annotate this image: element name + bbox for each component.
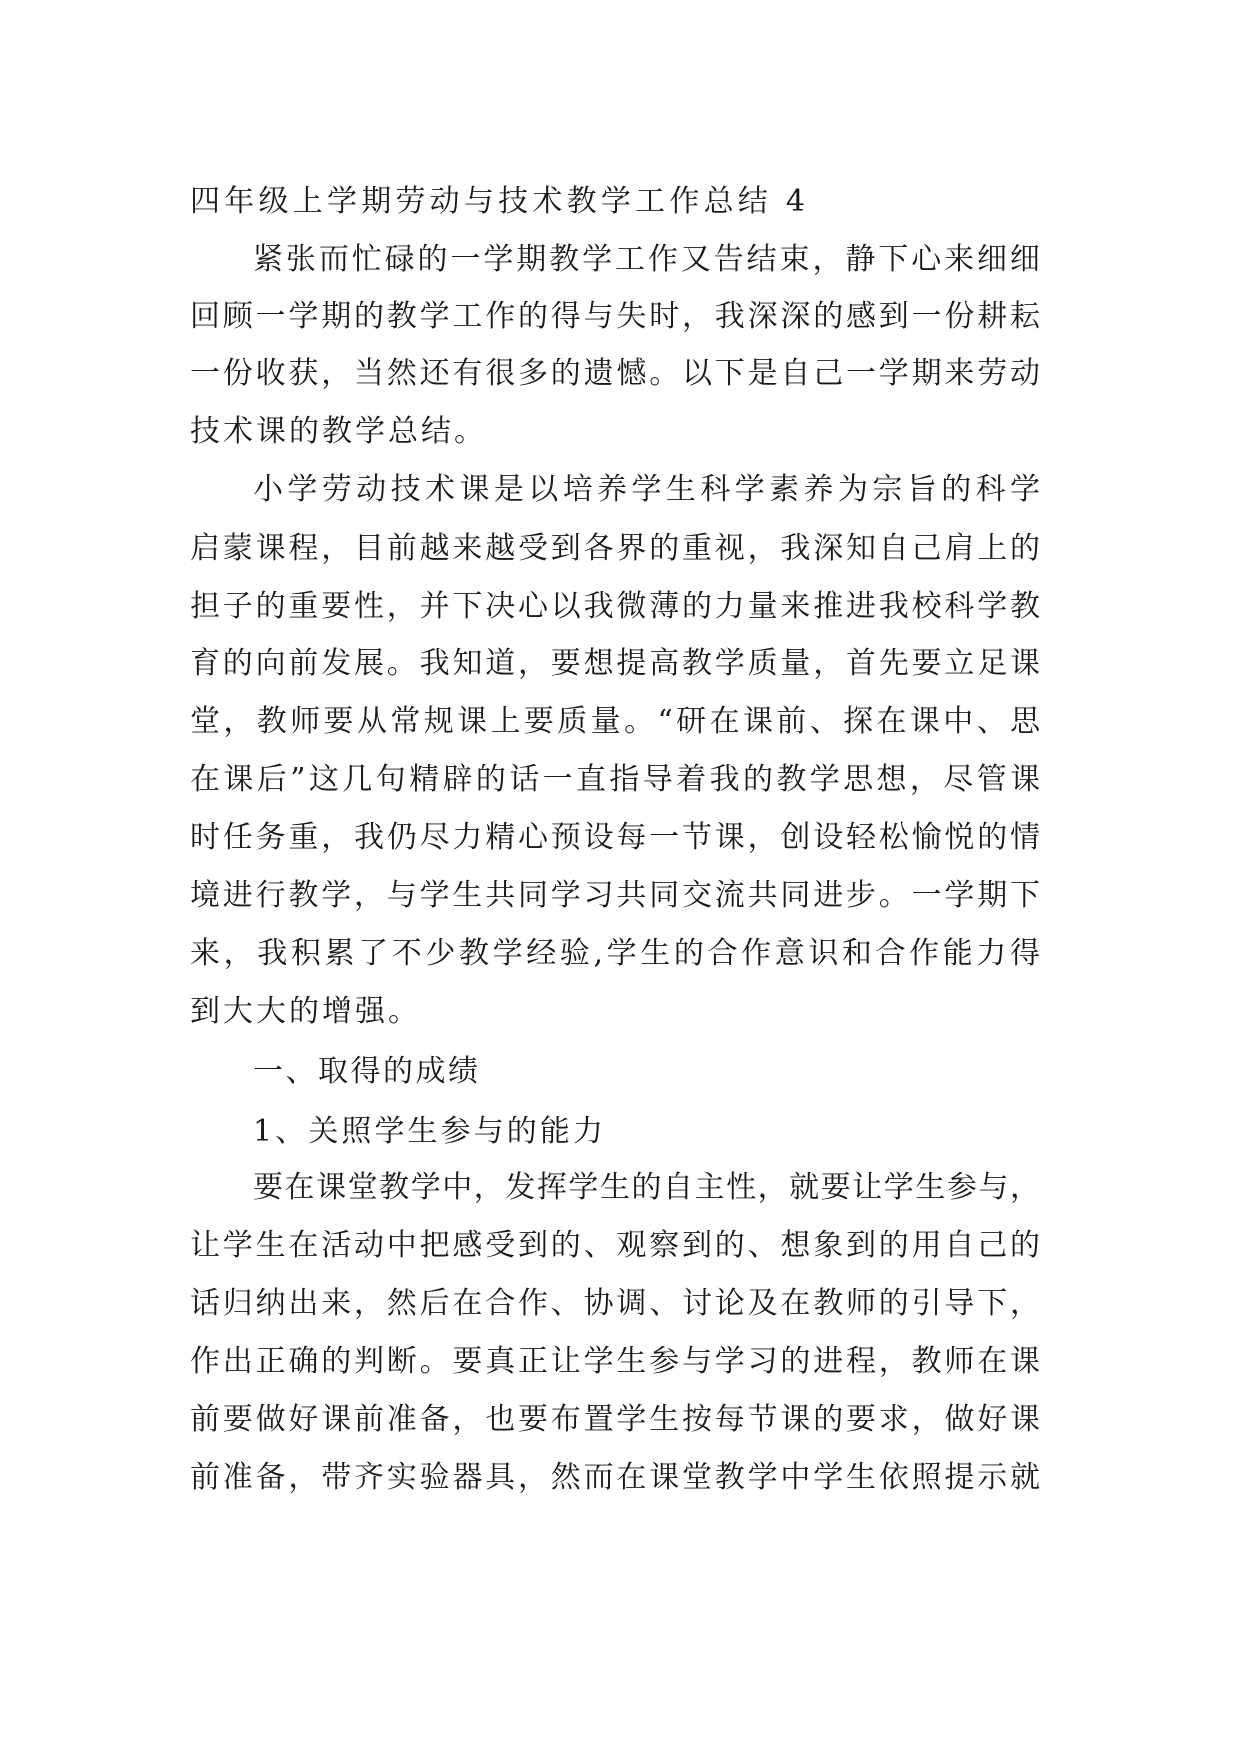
paragraph-1-line-2: 回顾一学期的教学工作的得与失时，我深深的感到一份耕耘 xyxy=(190,299,1043,334)
paragraph-2-line-4: 育的向前发展。我知道，要想提高教学质量，首先要立足课 xyxy=(190,646,1043,681)
paragraph-3-line-6: 前准备，带齐实验器具，然而在课堂教学中学生依照提示就 xyxy=(190,1460,1043,1495)
paragraph-2-line-2: 启蒙课程，目前越来越受到各界的重视，我深知自己肩上的 xyxy=(190,531,1043,566)
section-heading: 一、取得的成绩 xyxy=(253,1054,481,1089)
paragraph-2-line-3: 担子的重要性，并下决心以我微薄的力量来推进我校科学教 xyxy=(190,589,1043,624)
paragraph-3-line-5: 前要做好课前准备，也要布置学生按每节课的要求，做好课 xyxy=(190,1402,1043,1437)
paragraph-3-line-4: 作出正确的判断。要真正让学生参与学习的进程，教师在课 xyxy=(190,1344,1043,1379)
document-title: 四年级上学期劳动与技术教学工作总结 4 xyxy=(190,184,810,219)
paragraph-1-line-3: 一份收获，当然还有很多的遗憾。以下是自己一学期来劳动 xyxy=(190,356,1043,391)
paragraph-2-line-9: 来，我积累了不少教学经验,学生的合作意识和合作能力得 xyxy=(190,936,1044,971)
paragraph-3-line-3: 话归纳出来，然后在合作、协调、讨论及在教师的引导下， xyxy=(190,1286,1043,1321)
paragraph-2-line-8: 境进行教学，与学生共同学习共同交流共同进步。一学期下 xyxy=(190,878,1043,913)
paragraph-3-line-2: 让学生在活动中把感受到的、观察到的、想象到的用自己的 xyxy=(190,1228,1043,1263)
paragraph-1-line-4: 技术课的教学总结。 xyxy=(190,414,487,449)
paragraph-2-line-7: 时任务重，我仍尽力精心预设每一节课，创设轻松愉悦的情 xyxy=(190,820,1043,855)
paragraph-2-line-1: 小学劳动技术课是以培养学生科学素养为宗旨的科学 xyxy=(253,472,1045,507)
paragraph-2-line-5: 堂，教师要从常规课上要质量。“研在课前、探在课中、思 xyxy=(190,704,1044,739)
subsection-heading: 1、关照学生参与的能力 xyxy=(253,1114,607,1149)
paragraph-2-line-10: 到大大的增强。 xyxy=(190,994,421,1029)
paragraph-1-line-1: 紧张而忙碌的一学期教学工作又告结束，静下心来细细 xyxy=(253,242,1043,277)
paragraph-2-line-6: 在课后”这几句精辟的话一直指导着我的教学思想，尽管课 xyxy=(190,762,1044,797)
paragraph-3-line-1: 要在课堂教学中，发挥学生的自主性，就要让学生参与， xyxy=(253,1170,1042,1205)
